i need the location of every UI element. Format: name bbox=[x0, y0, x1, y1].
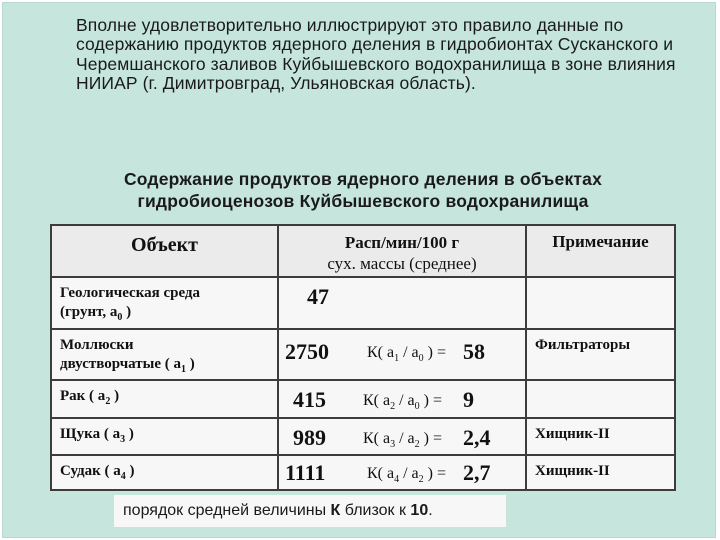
table-row bbox=[51, 455, 675, 490]
table-row bbox=[51, 329, 675, 380]
object-cell: Геологическая среда (грунт, $а_0$ ) bbox=[51, 277, 278, 329]
note-cell: Хищник-II bbox=[526, 455, 675, 490]
note-cell: Фильтраторы bbox=[526, 329, 675, 380]
object-cell: Моллюски двустворчатые ( $а_1$ ) bbox=[51, 329, 278, 380]
table-row bbox=[51, 380, 675, 418]
value-cell: 415 К( $а_2 / а_0$ ) = 9 bbox=[278, 380, 526, 418]
header-note: Примечание bbox=[526, 225, 675, 277]
object-cell: Судак ( $а_4$ ) bbox=[51, 455, 278, 490]
footer-note: порядок средней величины К близок к 10. bbox=[114, 495, 506, 527]
table-header-row bbox=[51, 225, 675, 277]
table-row bbox=[51, 277, 675, 329]
value-cell: 47 bbox=[278, 277, 526, 329]
value-cell: 2750 К( $а_1 / а_0$ ) = 58 bbox=[278, 329, 526, 380]
table-row bbox=[51, 418, 675, 455]
note-cell bbox=[526, 380, 675, 418]
header-rate: Расп/мин/100 г сух. массы (среднее) bbox=[278, 225, 526, 277]
note-cell: Хищник-II bbox=[526, 418, 675, 455]
note-cell bbox=[526, 277, 675, 329]
table-heading: Содержание продуктов ядерного деления в объектах гидробиоценозов Куйбышевского водохранилища bbox=[123, 169, 603, 211]
intro-paragraph: Вполне удовлетворительно иллюстрируют это правило данные по содержанию продуктов ядерного деления в гидробионтах Сусканского и Черемшанского заливов Куйбышевского водохранилища в зоне влияния НИИАР (г. Димитровград, Ульяновская область). bbox=[76, 15, 676, 94]
header-object: Объект bbox=[51, 225, 278, 277]
object-cell: Щука ( $а_3$ ) bbox=[51, 418, 278, 455]
value-cell: 1111 К( $а_4 / а_2$ ) = 2,7 bbox=[278, 455, 526, 490]
object-cell: Рак ( $а_2$ ) bbox=[51, 380, 278, 418]
data-table bbox=[50, 224, 676, 491]
value-cell: 989 К( $а_3 / а_2$ ) = 2,4 bbox=[278, 418, 526, 455]
